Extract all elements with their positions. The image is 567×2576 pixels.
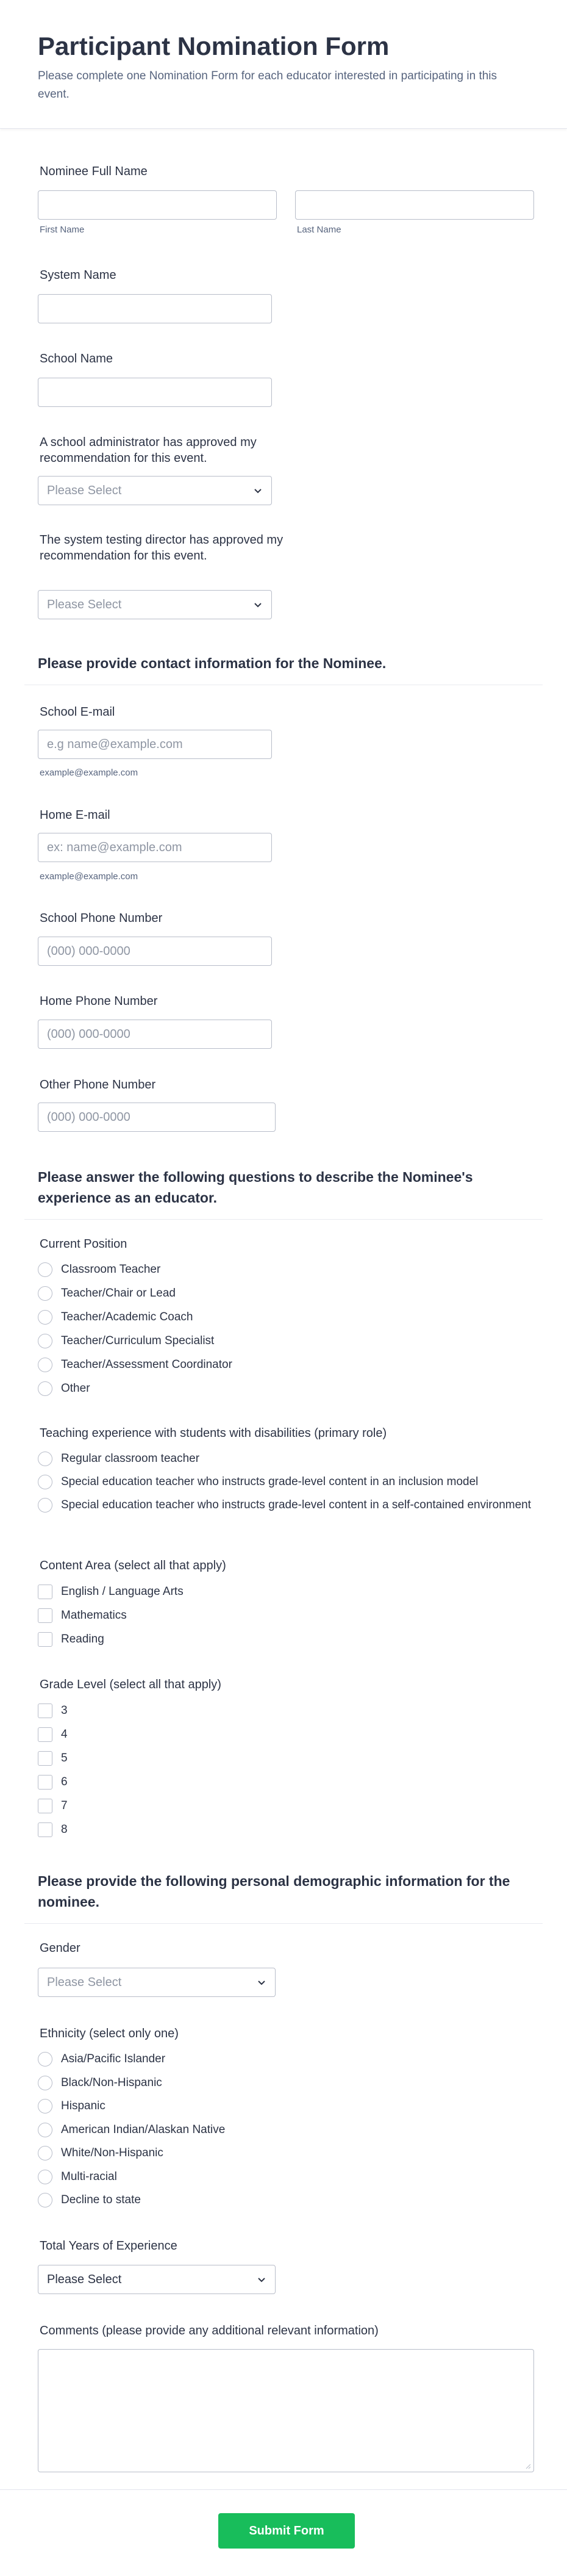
other-phone-input[interactable]: (000) 000-0000 — [38, 1103, 276, 1132]
school-name-input[interactable] — [38, 378, 272, 407]
radio-option[interactable] — [38, 1475, 532, 1498]
years-experience-select[interactable] — [38, 2265, 276, 2294]
nominee-name-label: Nominee Full Name — [40, 165, 148, 178]
radio-button[interactable] — [38, 1334, 52, 1348]
option-label: Other — [61, 1382, 90, 1395]
option-label: 8 — [61, 1823, 68, 1836]
checkbox-option[interactable] — [38, 1704, 68, 1727]
school-email-input[interactable]: e.g name@example.com — [38, 730, 272, 759]
radio-button[interactable] — [38, 2123, 52, 2137]
checkbox-option[interactable] — [38, 1727, 68, 1751]
option-label: Special education teacher who instructs grade-level content in an inclusion model — [61, 1475, 479, 1488]
home-email-sublabel: example@example.com — [40, 871, 138, 882]
chevron-down-icon — [257, 2275, 266, 2284]
first-name-input[interactable] — [38, 190, 277, 220]
radio-option[interactable] — [38, 2052, 225, 2076]
checkbox-option[interactable] — [38, 1822, 68, 1846]
form-header — [0, 0, 567, 129]
content-area-options — [38, 1585, 184, 1656]
home-email-label: Home E-mail — [40, 808, 110, 822]
option-label: Asia/Pacific Islander — [61, 2053, 166, 2065]
comments-textarea[interactable] — [38, 2349, 534, 2472]
form-title: Participant Nomination Form — [38, 32, 390, 60]
ethnicity-label: Ethnicity (select only one) — [40, 2027, 179, 2040]
radio-option[interactable] — [38, 2123, 225, 2146]
option-label: 3 — [61, 1704, 68, 1717]
checkbox[interactable] — [38, 1608, 52, 1623]
radio-button[interactable] — [38, 1358, 52, 1372]
option-label: Teacher/Chair or Lead — [61, 1287, 176, 1300]
option-label: Regular classroom teacher — [61, 1452, 200, 1465]
grade-level-options — [38, 1704, 68, 1846]
years-experience-value: Please Select — [47, 2273, 122, 2286]
radio-option[interactable] — [38, 1310, 232, 1334]
option-label: Black/Non-Hispanic — [61, 2076, 162, 2089]
chevron-down-icon — [257, 1977, 266, 1987]
gender-label: Gender — [40, 1941, 80, 1955]
radio-button[interactable] — [38, 2170, 52, 2184]
option-label: Hispanic — [61, 2099, 105, 2112]
grade-level-label: Grade Level (select all that apply) — [40, 1678, 221, 1691]
radio-option[interactable] — [38, 2193, 225, 2217]
radio-button[interactable] — [38, 2099, 52, 2114]
years-experience-label: Total Years of Experience — [40, 2239, 177, 2253]
option-label: Decline to state — [61, 2193, 141, 2206]
school-name-label: School Name — [40, 352, 113, 365]
radio-option[interactable] — [38, 1381, 232, 1405]
option-label: English / Language Arts — [61, 1585, 184, 1598]
option-label: White/Non-Hispanic — [61, 2146, 163, 2159]
contact-section-heading: Please provide contact information for the Nominee. — [38, 655, 387, 671]
radio-option[interactable] — [38, 2146, 225, 2170]
option-label: 4 — [61, 1728, 68, 1741]
admin-approved-select[interactable] — [38, 476, 272, 505]
radio-button[interactable] — [38, 2146, 52, 2160]
other-phone-label: Other Phone Number — [40, 1078, 156, 1092]
option-label: 5 — [61, 1752, 68, 1765]
testing-director-value: Please Select — [47, 598, 122, 611]
checkbox[interactable] — [38, 1822, 52, 1837]
testing-director-select[interactable] — [38, 590, 272, 619]
option-label: 7 — [61, 1799, 68, 1812]
radio-option[interactable] — [38, 1358, 232, 1381]
educator-section-heading: Please answer the following questions to describe the Nominee's experience as an educator. — [38, 1169, 473, 1206]
admin-approved-label: A school administrator has approved my recommendation for this event. — [40, 436, 257, 465]
ethnicity-options — [38, 2052, 225, 2217]
radio-option[interactable] — [38, 1498, 532, 1533]
option-label: Classroom Teacher — [61, 1263, 161, 1276]
option-label: Reading — [61, 1633, 104, 1646]
radio-button[interactable] — [38, 1310, 52, 1325]
checkbox-option[interactable] — [38, 1751, 68, 1775]
home-email-input[interactable]: ex: name@example.com — [38, 833, 272, 862]
teaching-experience-label: Teaching experience with students with disabilities (primary role) — [40, 1427, 387, 1440]
school-email-label: School E-mail — [40, 705, 115, 719]
current-position-options — [38, 1262, 232, 1405]
teaching-experience-options — [38, 1452, 532, 1533]
radio-option[interactable] — [38, 2099, 225, 2123]
checkbox-option[interactable] — [38, 1632, 184, 1656]
gender-select[interactable] — [38, 1968, 276, 1997]
testing-director-label: The system testing director has approved my recommendation for this event. — [40, 533, 284, 563]
radio-button[interactable] — [38, 2193, 52, 2207]
radio-button[interactable] — [38, 1452, 52, 1466]
form-subtitle: Please complete one Nomination Form for each educator interested in participating in this event. — [38, 70, 497, 101]
resize-handle-icon[interactable] — [525, 2463, 531, 2469]
checkbox[interactable] — [38, 1799, 52, 1813]
option-label: Teacher/Assessment Coordinator — [61, 1358, 232, 1371]
section-divider — [24, 1923, 543, 1924]
option-label: Teacher/Curriculum Specialist — [61, 1334, 215, 1347]
option-label: Special education teacher who instructs grade-level content in a self-contained environment — [61, 1498, 532, 1511]
radio-button[interactable] — [38, 1262, 52, 1277]
section-divider — [24, 1219, 543, 1220]
chevron-down-icon — [253, 600, 263, 610]
radio-option[interactable] — [38, 2076, 225, 2099]
option-label: 6 — [61, 1775, 68, 1788]
option-label: Teacher/Academic Coach — [61, 1311, 193, 1323]
checkbox[interactable] — [38, 1585, 52, 1599]
home-phone-input[interactable]: (000) 000-0000 — [38, 1020, 272, 1049]
checkbox-option[interactable] — [38, 1775, 68, 1799]
checkbox[interactable] — [38, 1751, 52, 1766]
option-label: American Indian/Alaskan Native — [61, 2123, 226, 2136]
radio-button[interactable] — [38, 2076, 52, 2090]
checkbox-option[interactable] — [38, 1799, 68, 1822]
form-footer — [0, 2489, 567, 2576]
checkbox[interactable] — [38, 1727, 52, 1742]
radio-button[interactable] — [38, 1286, 52, 1301]
school-phone-label: School Phone Number — [40, 912, 163, 925]
radio-option[interactable] — [38, 1262, 232, 1286]
radio-option[interactable] — [38, 1452, 532, 1475]
school-email-sublabel: example@example.com — [40, 768, 138, 778]
radio-option[interactable] — [38, 1334, 232, 1358]
comments-label: Comments (please provide any additional relevant information) — [40, 2324, 379, 2337]
radio-button[interactable] — [38, 1475, 52, 1489]
current-position-label: Current Position — [40, 1237, 127, 1251]
radio-button[interactable] — [38, 1498, 52, 1513]
checkbox-option[interactable] — [38, 1608, 184, 1632]
gender-value: Please Select — [47, 1976, 122, 1989]
demographic-section-heading: Please provide the following personal demographic information for the nominee. — [38, 1873, 510, 1910]
radio-button[interactable] — [38, 1381, 52, 1396]
content-area-label: Content Area (select all that apply) — [40, 1559, 226, 1572]
admin-approved-value: Please Select — [47, 484, 122, 497]
checkbox[interactable] — [38, 1632, 52, 1647]
system-name-label: System Name — [40, 268, 116, 282]
first-name-sublabel: First Name — [40, 225, 85, 235]
system-name-input[interactable] — [38, 294, 272, 323]
home-phone-label: Home Phone Number — [40, 995, 158, 1008]
school-phone-input[interactable]: (000) 000-0000 — [38, 937, 272, 966]
radio-button[interactable] — [38, 2052, 52, 2067]
radio-option[interactable] — [38, 1286, 232, 1310]
submit-button[interactable]: Submit Form — [218, 2513, 355, 2549]
option-label: Mathematics — [61, 1609, 127, 1622]
checkbox[interactable] — [38, 1704, 52, 1718]
last-name-sublabel: Last Name — [297, 225, 341, 235]
chevron-down-icon — [253, 486, 263, 495]
radio-option[interactable] — [38, 2170, 225, 2193]
option-label: Multi-racial — [61, 2170, 117, 2183]
checkbox-option[interactable] — [38, 1585, 184, 1608]
last-name-input[interactable] — [295, 190, 534, 220]
checkbox[interactable] — [38, 1775, 52, 1790]
